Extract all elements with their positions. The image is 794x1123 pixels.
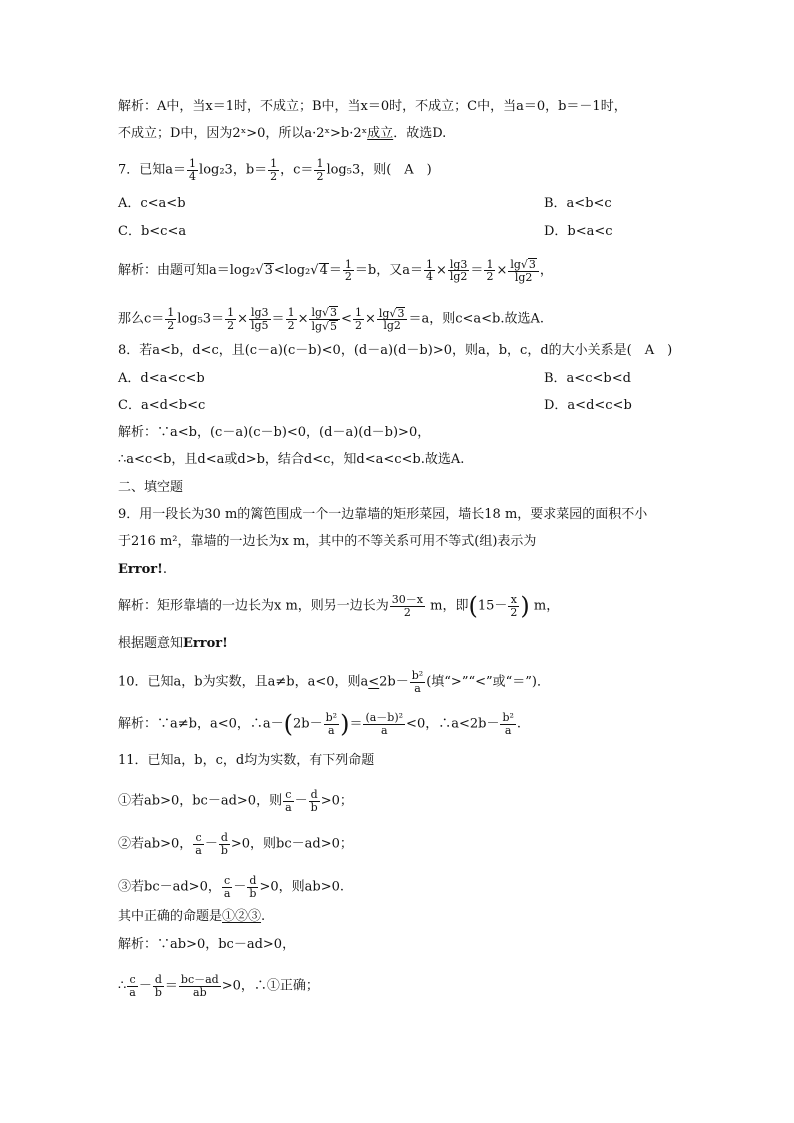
q7-analysis-line1: 解析：由题可知a＝log₂√3<log₂√4＝ $\frac{1}{2}$ ＝b，又a＝ $\frac{1}{4}$ × $\frac{\lg 3}{\lg 2}$ ＝ $\frac{1}{2}$ × $\frac{\lg√3}{\lg 2}$ ，	[118, 257, 553, 284]
q11-analysis-line1: 解析：∵ab>0，bc－ad>0，	[118, 937, 296, 952]
q7-options-row1	[118, 196, 612, 211]
q8-options-row1	[118, 371, 631, 386]
option-c: C．a<d<b<c	[118, 398, 206, 413]
q10-stem: 10．已知a，b为实数，且a≠b，a<0，则a<2b－ $\frac{\text{b²}}{a}$ (填“>”“<”或“＝”)．	[118, 669, 551, 695]
option-d: D．b<a<c	[544, 224, 613, 239]
q6-analysis-line2: 不成立；D中，因为2ˣ>0，所以a·2ˣ>b·2ˣ成立．故选D.	[118, 126, 447, 141]
section-heading: 二、填空题	[118, 480, 184, 495]
fraction: $\frac{1}{2}$	[270, 157, 278, 183]
option-a: A．d<a<c<b	[118, 371, 205, 386]
fraction: $\frac{1}{4}$	[189, 157, 197, 183]
option-c: C．b<c<a	[118, 224, 187, 239]
q11-proposition-3: ③若bc－ad>0， $\frac{c}{a}$ － $\frac{d}{b}$ >0，则ab>0.	[118, 874, 345, 900]
q9-stem-line1: 9．用一段长为30 m的篱笆围成一个一边靠墙的矩形菜园，墙长18 m，要求菜园的面积不小	[118, 507, 648, 522]
q7-stem: 7．已知a＝ $\frac{1}{4}$ log₂3，b＝ $\frac{1}{2}$ ，c＝ $\frac{1}{2}$ log₅3，则( A )	[118, 157, 432, 183]
q9-stem-line2: 于216 m²，靠墙的一边长为x m，其中的不等关系可用不等式(组)表示为	[118, 534, 537, 549]
q10-analysis: 解析：∵a≠b，a<0，∴a－(2b－ $\frac{\text{b²}}{a}$ )＝ $\frac{\text{(a－b)²}}{a}$ <0，∴a<2b－ $\frac{\text{b²}}{a}$ .	[118, 710, 522, 739]
option-a: A．c<a<b	[118, 196, 186, 211]
q8-stem: 8．若a<b，d<c，且(c－a)(c－b)<0，(d－a)(d－b)>0，则a，b，c，d的大小关系是( A )	[118, 343, 673, 358]
q8-analysis-line1: 解析：∵a<b，(c－a)(c－b)<0，(d－a)(d－b)>0，	[118, 425, 431, 440]
q6-analysis-line1: 解析：A中，当x＝1时，不成立；B中，当x＝0时，不成立；C中，当a＝0，b＝－1时，	[118, 99, 627, 114]
q11-proposition-1: ①若ab>0，bc－ad>0，则 $\frac{c}{a}$ － $\frac{d}{b}$ >0；	[118, 788, 353, 814]
fraction: $\frac{1}{2}$	[316, 157, 324, 183]
option-b: B．a<b<c	[544, 196, 612, 211]
q11-stem: 11．已知a，b，c，d均为实数，有下列命题	[118, 753, 375, 768]
q8-analysis-line2: ∴a<c<b，且d<a或d>b，结合d<c，知d<a<c<b.故选A.	[118, 452, 465, 467]
option-d: D．a<d<c<b	[544, 398, 632, 413]
q9-answer: Error!.	[118, 562, 167, 577]
q9-analysis-line2: 根据题意知Error!	[118, 636, 228, 651]
q7-analysis-line2: 那么c＝ $\frac{1}{2}$ log₅3＝ $\frac{1}{2}$ × $\frac{\lg 3}{\lg 5}$ ＝ $\frac{1}{2}$ × $\frac{\lg√3}{\lg√5}$ < $\frac{1}{2}$ × $\frac{\lg√3}{\lg 2}$ ＝a，则c<a<b.故选A.	[118, 306, 544, 333]
q9-analysis-line1: 解析：矩形靠墙的一边长为x m，则另一边长为 $\frac{30-x}{2}$ m，即(15－ $\frac{x}{2}$ ) m，	[118, 592, 560, 621]
q7-options-row2	[118, 224, 613, 239]
q11-analysis-line2: ∴ $\frac{c}{a}$ － $\frac{d}{b}$ ＝ $\frac{bc-ad}{ab}$ >0，∴①正确；	[118, 973, 319, 999]
q11-proposition-2: ②若ab>0， $\frac{c}{a}$ － $\frac{d}{b}$ >0，则bc－ad>0；	[118, 831, 353, 857]
q8-options-row2	[118, 398, 632, 413]
q11-answer: 其中正确的命题是①②③.	[118, 909, 266, 924]
option-b: B．a<c<b<d	[544, 371, 631, 386]
